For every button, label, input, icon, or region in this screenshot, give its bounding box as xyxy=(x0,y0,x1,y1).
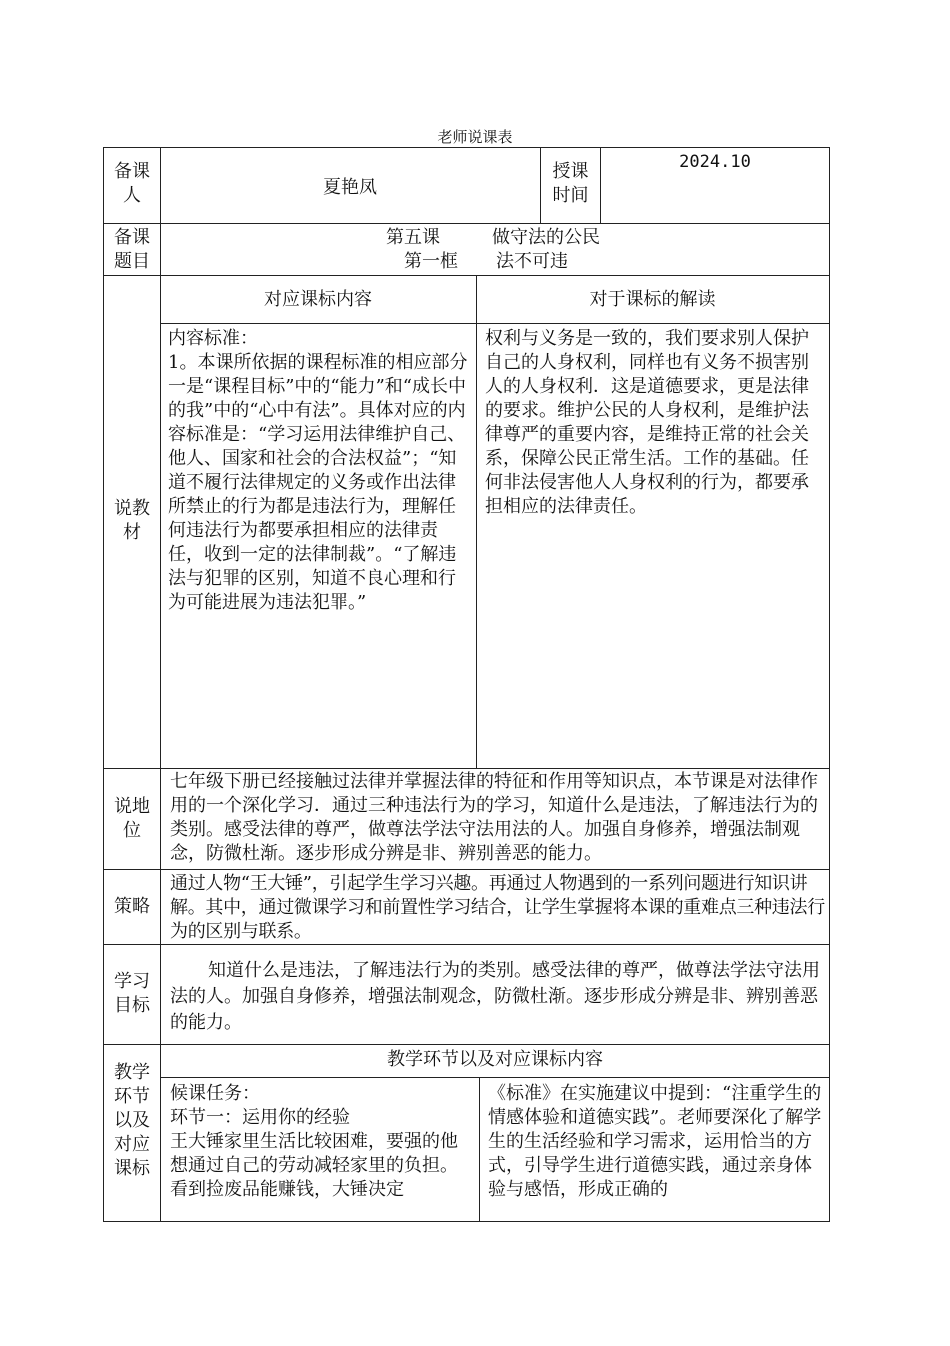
time-value: 2024.10 xyxy=(679,152,751,172)
standard-interpretation: 权利与义务是一致的，我们要求别人保护自己的人身权利，同样也有义务不损害别人的人身权利．这是道德要求，更是法律的要求。维护公民的人身权利，是维护法律尊严的重要内容，是维持正常的社会关系，保障公民正常生活。工作的基础。任何非法侵害他人人身权利的行为，都要承担相应的法律责任。 xyxy=(485,328,809,517)
content-standard-body: 1。本课所依据的课程标准的相应部分一是“课程目标”中的“能力”和“成长中的我”中的“心中有法”。具体对应的内容标准是：“学习运用法律维护自己、他人、国家和社会的合法权益”；“知道不履行法律规定的义务或作出法律所禁止的行为都是违法行为，理解任何违法行为都要承担相应的法律责任，收到一定的法律制裁”。“了解违法与犯罪的区别，知道不良心理和行为可能进展为违法犯罪。” xyxy=(168,352,468,613)
section-number: 第一框 xyxy=(404,251,458,272)
section-title: 法不可违 xyxy=(496,251,568,272)
lesson-number: 第五课 xyxy=(386,227,440,248)
lesson-title: 做守法的公民 xyxy=(492,227,600,248)
document-title: 老师说课表 xyxy=(437,128,513,146)
strategy-label: 策略 xyxy=(114,896,150,917)
teaching-standard: 《标准》在实施建议中提到：“注重学生的情感体验和道德实践”。老师要深化了解学生的生活经验和学习需求，运用恰当的方式，引导学生进行道德实践，通过亲身体验与感悟，形成正确的 xyxy=(488,1083,822,1200)
task-title: 候课任务： xyxy=(170,1083,260,1104)
objectives-label: 学习目标 xyxy=(114,971,150,1016)
textbook-col1-header: 对应课标内容 xyxy=(264,289,372,310)
position-text: 七年级下册已经接触过法律并掌握法律的特征和作用等知识点，本节课是对法律作用的一个深化学习．通过三种违法行为的学习，知道什么是违法，了解违法行为的类别。感受法律的尊严，做尊法学法守法用法的人。加强自身修养，增强法制观念，防微杜渐。逐步形成分辨是非、辨别善恶的能力。 xyxy=(170,771,818,864)
strategy-text: 通过人物“王大锤”，引起学生学习兴趣。再通过人物遇到的一系列问题进行知识讲解。其中，通过微课学习和前置性学习结合，让学生掌握将本课的重难点三种违法行为的区别与联系。 xyxy=(170,873,825,942)
content-standard xyxy=(168,327,470,615)
time-label: 授课时间 xyxy=(552,161,589,206)
content-standard-title: 内容标准： xyxy=(168,328,258,349)
step-text: 王大锤家里生活比较困难，要强的他想通过自己的劳动减轻家里的负担。看到捡废品能赚钱，大锤决定 xyxy=(170,1131,458,1200)
preparer-name: 夏艳凤 xyxy=(323,177,377,198)
textbook-col2-header: 对于课标的解读 xyxy=(589,289,716,310)
step-title: 环节一：运用你的经验 xyxy=(170,1107,350,1128)
teaching-label: 教学环节以及对应课标 xyxy=(114,1062,150,1179)
position-label: 说地位 xyxy=(114,796,150,841)
topic-label: 备课题目 xyxy=(114,227,150,272)
topic-line-1 xyxy=(386,226,600,250)
teaching-header: 教学环节以及对应课标内容 xyxy=(387,1049,603,1070)
objectives-text: 知道什么是违法，了解违法行为的类别。感受法律的尊严，做尊法学法守法用法的人。加强自身修养，增强法制观念，防微杜渐。逐步形成分辨是非、辨别善恶的能力。 xyxy=(170,960,820,1033)
topic-line-2 xyxy=(404,250,568,274)
teaching-step xyxy=(170,1082,474,1202)
preparer-label: 备课人 xyxy=(114,161,150,206)
textbook-label: 说教材 xyxy=(114,498,150,543)
